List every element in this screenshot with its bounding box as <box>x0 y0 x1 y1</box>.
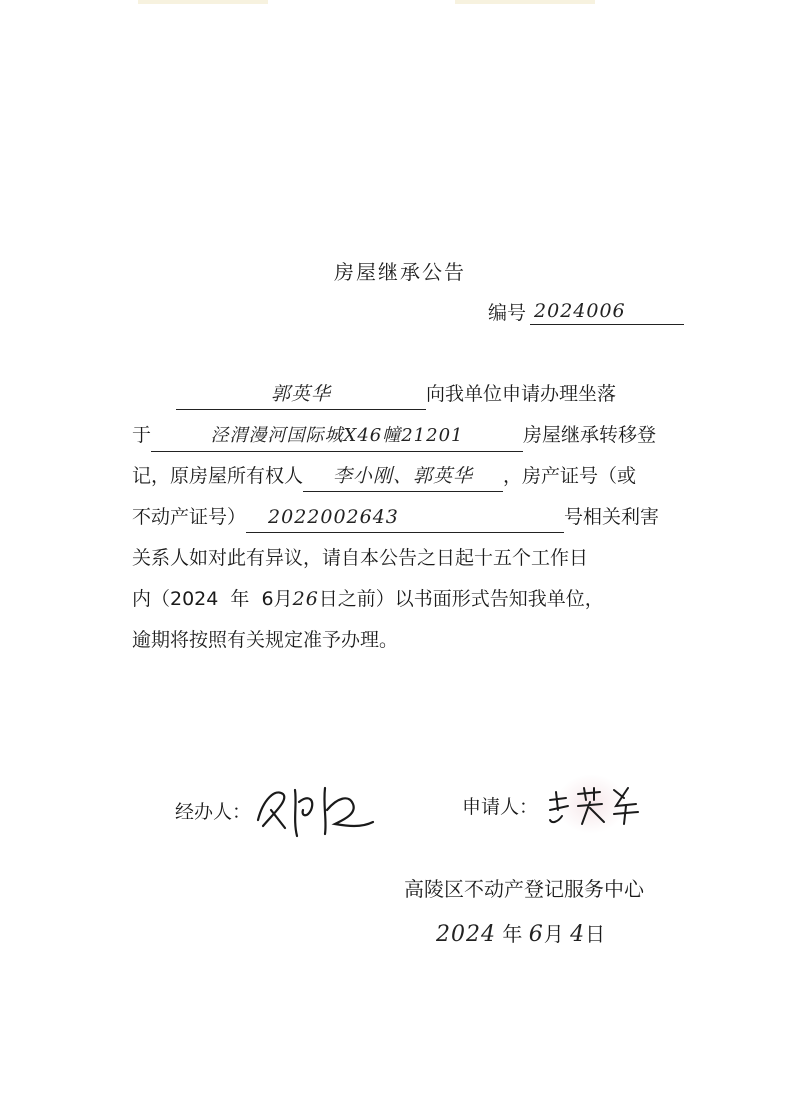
date-day-label: 日 <box>585 922 606 946</box>
date-year-label: 年 <box>502 922 523 946</box>
organization-name: 高陵区不动产登记服务中心 <box>404 877 644 901</box>
applicant-signature <box>544 780 644 830</box>
original-owners: 李小刚、郭英华 <box>303 461 503 492</box>
text-at: 于 <box>132 424 152 446</box>
property-location: 泾渭漫河国际城X46幢21201 <box>151 421 523 452</box>
certificate-number: 2022002643 <box>246 502 564 533</box>
date-day: 4 <box>570 922 586 947</box>
applicant-signature-strokes <box>544 780 644 830</box>
date-year: 2024 <box>436 922 496 947</box>
text-cert: ，房产证号（或 <box>503 465 637 487</box>
deadline-day: 26 <box>292 588 319 610</box>
text-apply: 向我单位申请办理坐落 <box>426 383 617 405</box>
text-budong: 不动产证号） <box>132 506 247 528</box>
scan-edge-right <box>455 0 595 4</box>
body-line-1 <box>176 379 736 410</box>
handler-signature-block <box>175 780 383 840</box>
body-line-6 <box>132 584 692 614</box>
date-month-label: 月 <box>543 922 564 946</box>
body-line-2 <box>132 420 692 452</box>
applicant-signature-block <box>462 780 644 830</box>
body-line-5: 关系人如对此有异议，请自本公告之日起十五个工作日 <box>132 547 589 569</box>
body-line-7: 逾期将按照有关规定准予办理。 <box>132 629 399 651</box>
handler-signature <box>253 780 383 840</box>
text-line6a: 内（2024 年 6月 <box>132 588 293 610</box>
notice-number <box>488 298 684 325</box>
text-transfer: 房屋继承转移登 <box>523 424 657 446</box>
handler-label: 经办人： <box>175 800 252 823</box>
date-month: 6 <box>528 922 544 947</box>
body-line-3 <box>132 461 692 492</box>
text-related: 号相关利害 <box>564 506 660 528</box>
text-line6b: 日之前）以书面形式告知我单位， <box>318 588 604 610</box>
notice-title: 房屋继承公告 <box>334 260 466 284</box>
text-ji: 记，原房屋所有权人 <box>132 465 304 487</box>
scan-edge-left <box>138 0 268 4</box>
body-line-4 <box>132 502 692 533</box>
number-label: 编号 <box>488 302 527 324</box>
applicant-label: 申请人： <box>462 795 539 818</box>
issue-date <box>436 918 605 947</box>
number-value: 2024006 <box>530 298 684 325</box>
applicant-name: 郭英华 <box>176 379 426 410</box>
